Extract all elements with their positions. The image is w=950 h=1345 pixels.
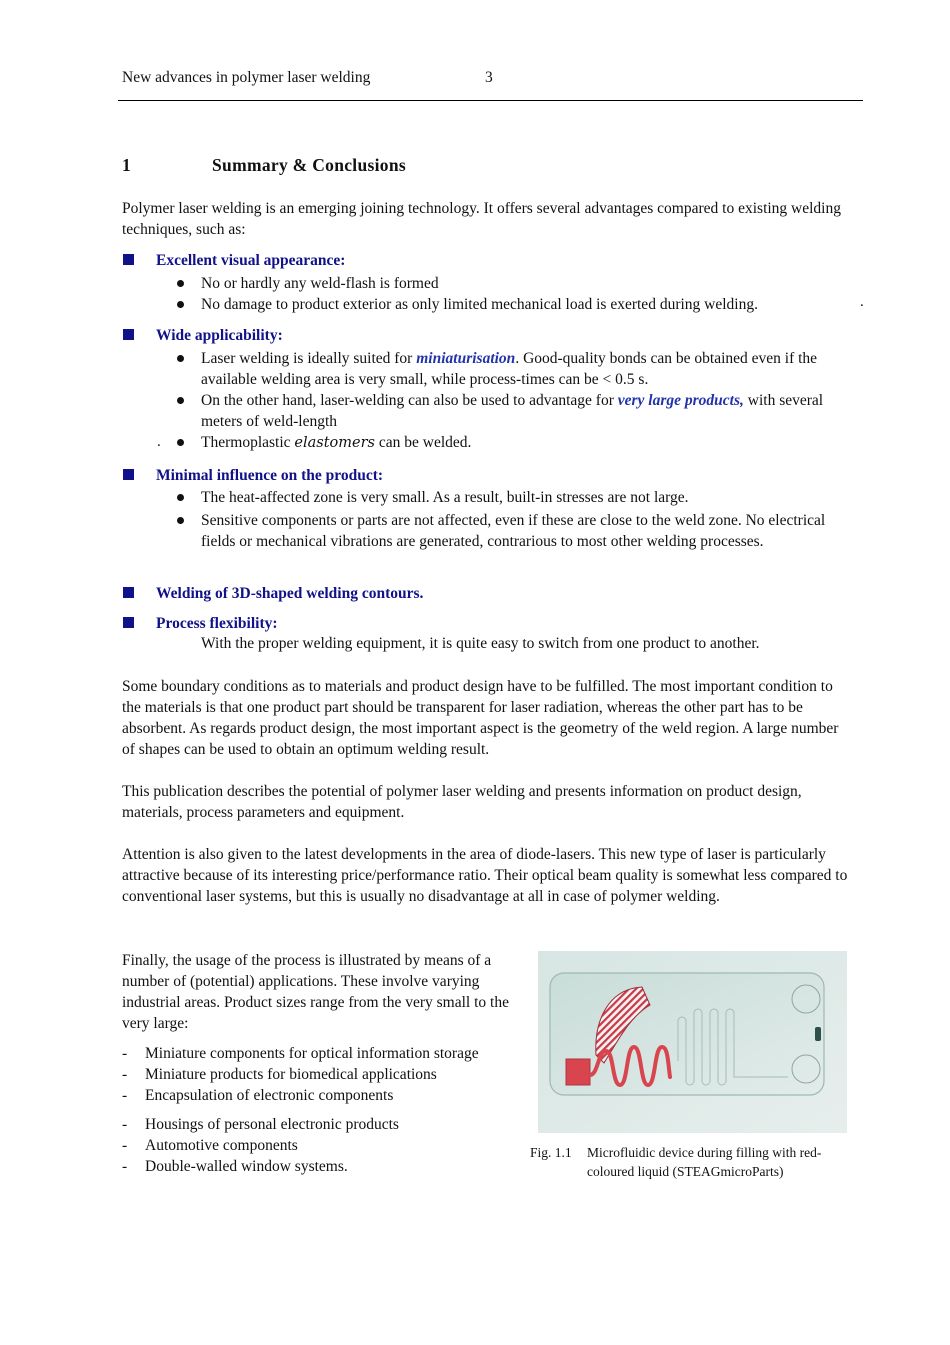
list-item: On the other hand, laser-welding can also be used to advantage for very large products, with several meters of weld-length: [171, 390, 861, 432]
bullet-dot-icon: [177, 280, 184, 287]
stray-dot: .: [860, 294, 864, 310]
body-paragraph: Some boundary conditions as to materials and product design have to be fulfilled. The most important condition to the materials is that one product part should be transparent for laser radiation, whereas the other part has to be absorbent. As regards product design, the most important aspect is the geometry of the weld region. A large number of shapes can be used to obtain an optimum welding result.: [122, 678, 839, 758]
body-paragraph: Attention is also given to the latest developments in the area of diode-lasers. This new type of laser is particularly attractive because of its interesting price/performance ratio. Their optical beam quality is somewhat less compared to conventional laser systems, but this is usually no disadvantage at all in case of polymer welding.: [122, 846, 848, 905]
section-number: 1: [122, 155, 131, 175]
intro-paragraph: Polymer laser welding is an emerging joining technology. It offers several advantages compared to existing welding techniques, such as:: [122, 200, 841, 238]
square-bullet-icon: [123, 469, 134, 480]
list-item: - Automotive components: [122, 1137, 298, 1154]
section-title: Summary & Conclusions: [212, 155, 406, 175]
stray-dot: .: [157, 434, 161, 450]
advantage-title: Excellent visual appearance:: [156, 252, 346, 269]
list-item: Sensitive components or parts are not affected, even if these are close to the weld zone. No electrical fields or mechanical vibrations are generated, contrarious to most other welding processes.: [171, 510, 861, 552]
bullet-dot-icon: [177, 494, 184, 501]
list-item: - Miniature components for optical information storage: [122, 1045, 479, 1062]
bullet-list: [171, 273, 861, 315]
advantage-title: Process flexibility:: [156, 615, 278, 632]
bullet-dot-icon: [177, 517, 184, 524]
applications-intro: Finally, the usage of the process is illustrated by means of a number of (potential) applications. These involve varying industrial areas. Product sizes range from the very small to the very large:: [122, 952, 509, 1032]
microfluidic-device-figure: [538, 951, 847, 1133]
applications-list: [122, 1043, 502, 1177]
bullet-list: [171, 487, 861, 552]
list-item: - Encapsulation of electronic components: [122, 1087, 394, 1104]
square-bullet-icon: [123, 254, 134, 265]
body-paragraph: This publication describes the potential of polymer laser welding and presents information on product design, materials, process parameters and equipment.: [122, 783, 802, 821]
header-divider: [118, 100, 863, 101]
list-item: - Double-walled window systems.: [122, 1158, 348, 1175]
page-number: 3: [485, 69, 493, 86]
list-item: No damage to product exterior as only limited mechanical load is exerted during welding.: [171, 294, 861, 315]
list-item: Laser welding is ideally suited for miniaturisation. Good-quality bonds can be obtained even if the available welding area is very small, while process-times can be < 0.5 s.: [171, 348, 861, 390]
list-item: - Housings of personal electronic products: [122, 1116, 399, 1133]
bullet-list: [171, 348, 861, 454]
list-item: - Miniature products for biomedical applications: [122, 1066, 437, 1083]
square-bullet-icon: [123, 329, 134, 340]
bullet-dot-icon: [177, 355, 184, 362]
figure-caption-text: Microfluidic device during filling with red-coloured liquid (STEAGmicroParts): [587, 1145, 822, 1179]
advantage-title: Welding of 3D-shaped welding contours.: [156, 585, 424, 602]
bullet-dot-icon: [177, 301, 184, 308]
red-inlet-reservoir: [566, 1059, 590, 1085]
advantage-title: Wide applicability:: [156, 327, 283, 344]
list-item: The heat-affected zone is very small. As a result, built-in stresses are not large.: [171, 487, 861, 508]
advantage-title: Minimal influence on the product:: [156, 467, 384, 484]
list-item: Thermoplastic elastomers can be welded.: [171, 432, 861, 454]
square-bullet-icon: [123, 587, 134, 598]
advantage-text: With the proper welding equipment, it is quite easy to switch from one product to another.: [201, 635, 760, 652]
bullet-dot-icon: [177, 397, 184, 404]
figure-label: Fig. 1.1: [530, 1145, 572, 1160]
list-item: No or hardly any weld-flash is formed: [171, 273, 861, 294]
running-header-title: New advances in polymer laser welding: [122, 69, 371, 86]
bullet-dot-icon: [177, 439, 184, 446]
square-bullet-icon: [123, 617, 134, 628]
